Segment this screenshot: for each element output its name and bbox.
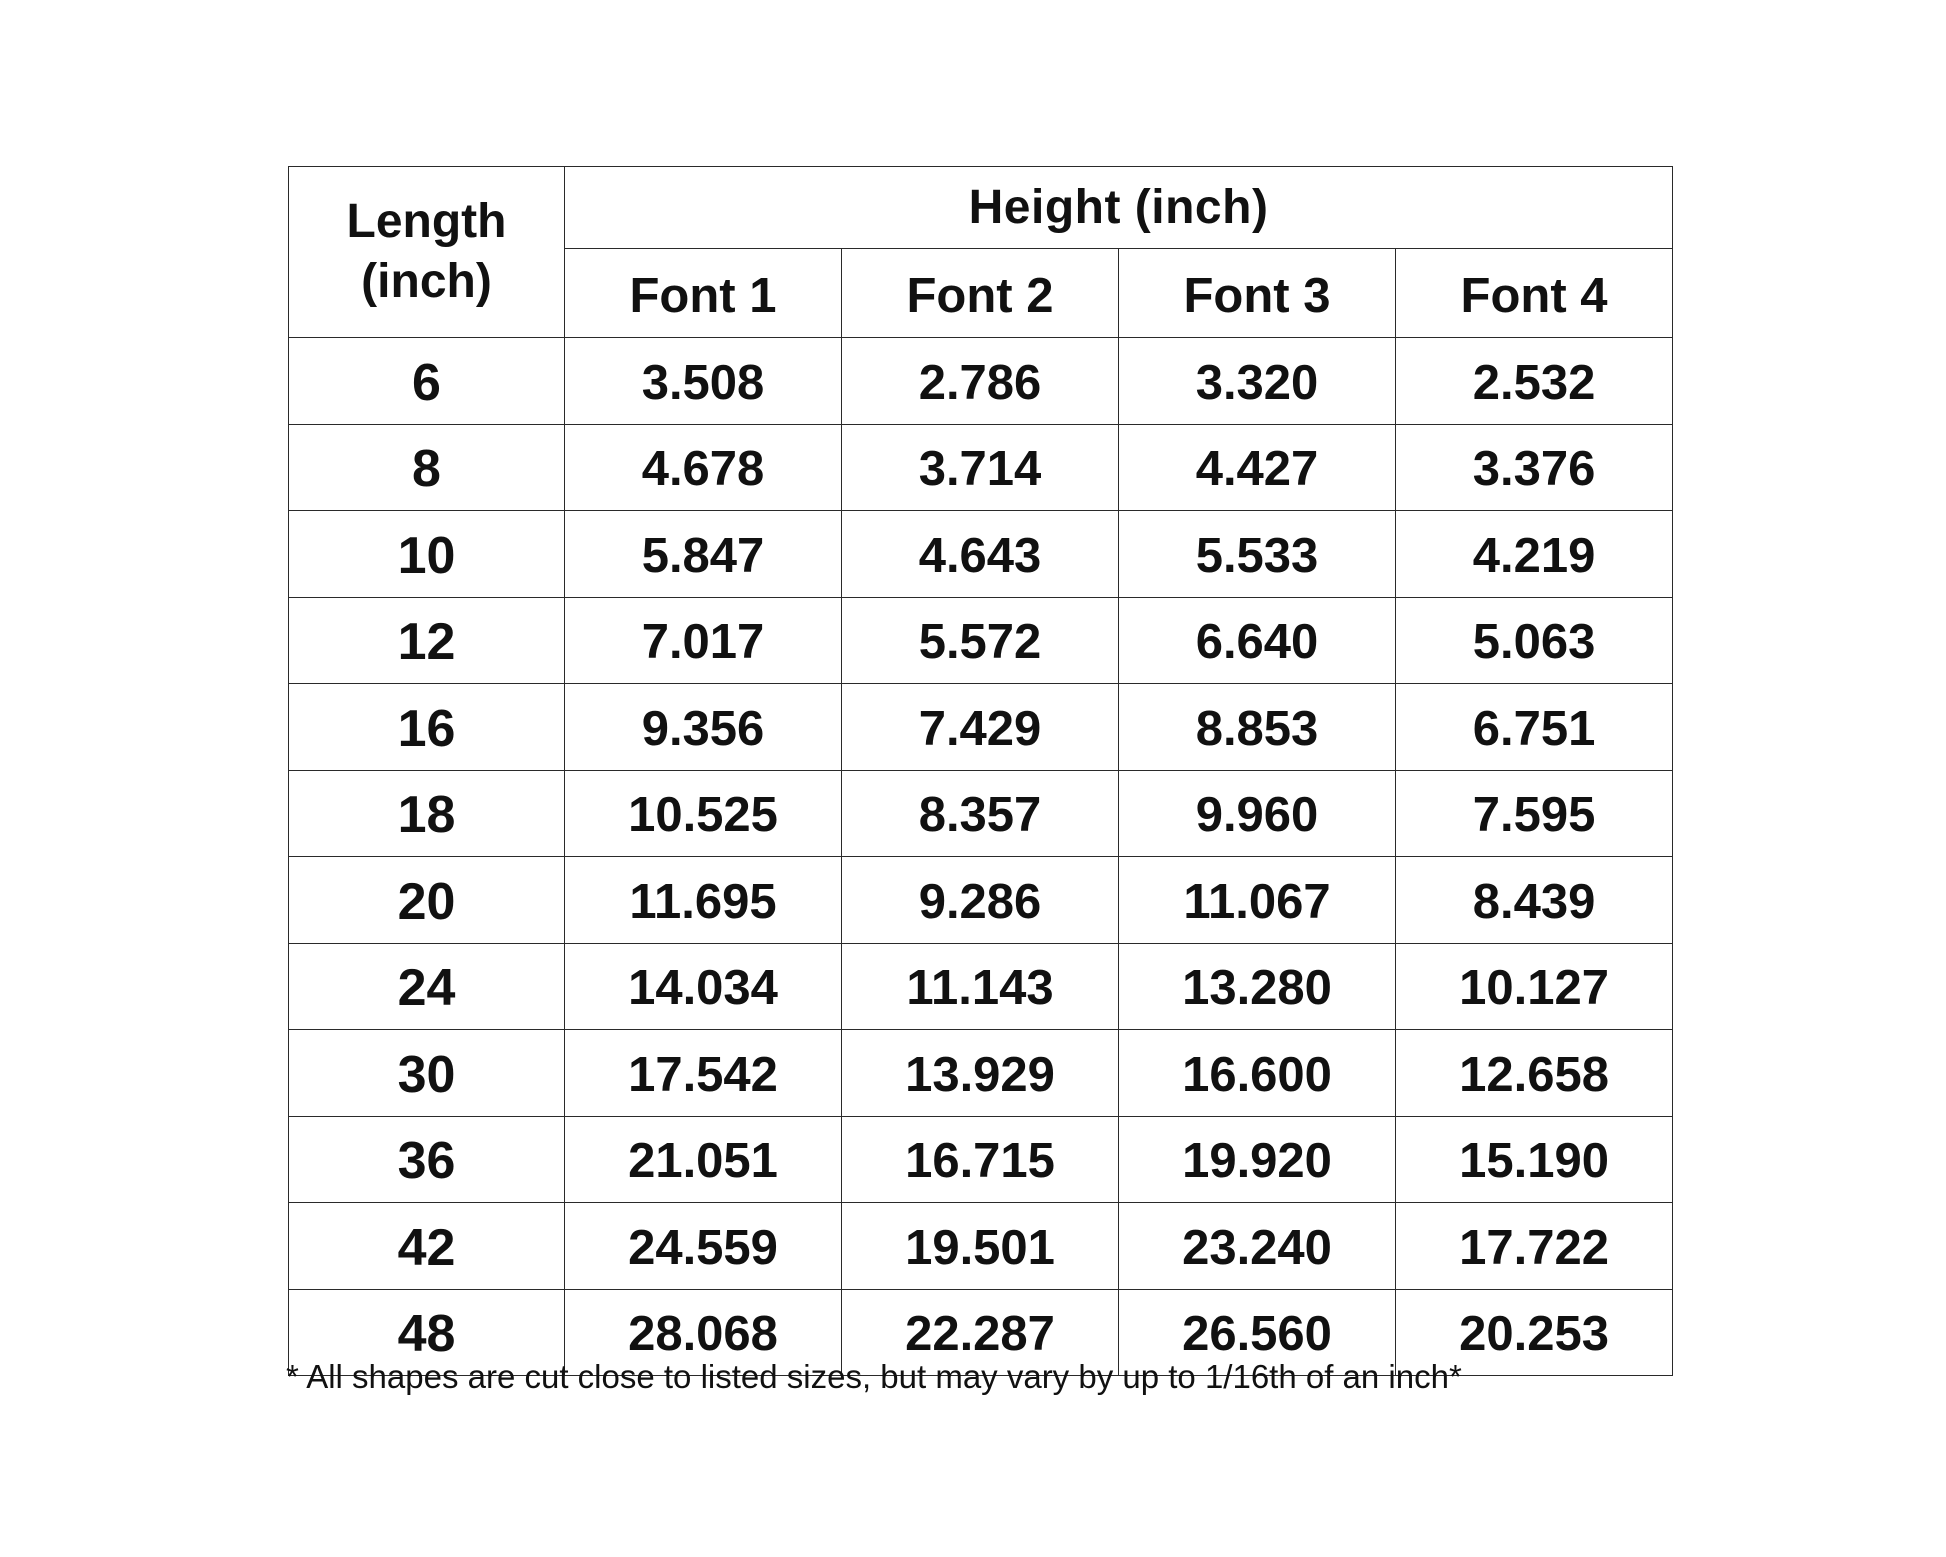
height-cell-font-3: 8.853 (1119, 684, 1396, 771)
table-row (289, 424, 1673, 511)
table-header (289, 167, 1673, 338)
length-cell: 24 (289, 943, 565, 1030)
height-cell-font-4: 4.219 (1396, 511, 1673, 598)
height-cell-font-4: 2.532 (1396, 338, 1673, 425)
table-row (289, 338, 1673, 425)
length-cell: 12 (289, 597, 565, 684)
size-chart-table (288, 166, 1673, 1376)
length-cell: 6 (289, 338, 565, 425)
length-cell: 20 (289, 857, 565, 944)
height-cell-font-4: 5.063 (1396, 597, 1673, 684)
table-row (289, 1203, 1673, 1290)
height-cell-font-3: 4.427 (1119, 424, 1396, 511)
height-cell-font-3: 6.640 (1119, 597, 1396, 684)
height-cell-font-1: 9.356 (565, 684, 842, 771)
height-cell-font-4: 8.439 (1396, 857, 1673, 944)
height-cell-font-4: 17.722 (1396, 1203, 1673, 1290)
height-cell-font-3: 19.920 (1119, 1116, 1396, 1203)
length-cell: 30 (289, 1030, 565, 1117)
height-cell-font-2: 11.143 (842, 943, 1119, 1030)
height-cell-font-3: 11.067 (1119, 857, 1396, 944)
table-row (289, 943, 1673, 1030)
height-group-header: Height (inch) (565, 167, 1673, 249)
table-row (289, 684, 1673, 771)
length-header-unit: (inch) (361, 255, 492, 308)
length-header-label: Length (346, 195, 507, 248)
height-cell-font-2: 7.429 (842, 684, 1119, 771)
height-cell-font-4: 7.595 (1396, 770, 1673, 857)
height-cell-font-2: 13.929 (842, 1030, 1119, 1117)
height-cell-font-1: 24.559 (565, 1203, 842, 1290)
height-cell-font-1: 17.542 (565, 1030, 842, 1117)
height-cell-font-2: 22.287 (842, 1289, 1119, 1376)
height-cell-font-1: 14.034 (565, 943, 842, 1030)
height-cell-font-1: 11.695 (565, 857, 842, 944)
height-cell-font-2: 4.643 (842, 511, 1119, 598)
header-row-group (289, 167, 1673, 249)
height-cell-font-1: 5.847 (565, 511, 842, 598)
height-cell-font-4: 15.190 (1396, 1116, 1673, 1203)
length-cell: 10 (289, 511, 565, 598)
height-cell-font-1: 7.017 (565, 597, 842, 684)
height-cell-font-1: 3.508 (565, 338, 842, 425)
font-1-header: Font 1 (565, 249, 842, 338)
height-cell-font-4: 3.376 (1396, 424, 1673, 511)
height-cell-font-2: 19.501 (842, 1203, 1119, 1290)
table-row (289, 597, 1673, 684)
height-cell-font-2: 3.714 (842, 424, 1119, 511)
font-3-header: Font 3 (1119, 249, 1396, 338)
height-cell-font-3: 26.560 (1119, 1289, 1396, 1376)
height-cell-font-3: 13.280 (1119, 943, 1396, 1030)
height-cell-font-3: 3.320 (1119, 338, 1396, 425)
table-body (289, 338, 1673, 1376)
length-cell: 8 (289, 424, 565, 511)
height-cell-font-3: 16.600 (1119, 1030, 1396, 1117)
footnote: * All shapes are cut close to listed sizes, but may vary by up to 1/16th of an inch* (286, 1358, 1462, 1395)
table-row (289, 857, 1673, 944)
table-row (289, 1116, 1673, 1203)
height-cell-font-2: 9.286 (842, 857, 1119, 944)
table-row (289, 511, 1673, 598)
height-cell-font-1: 21.051 (565, 1116, 842, 1203)
length-cell: 48 (289, 1289, 565, 1376)
height-cell-font-4: 12.658 (1396, 1030, 1673, 1117)
height-cell-font-2: 5.572 (842, 597, 1119, 684)
height-cell-font-3: 5.533 (1119, 511, 1396, 598)
height-cell-font-4: 10.127 (1396, 943, 1673, 1030)
height-cell-font-2: 16.715 (842, 1116, 1119, 1203)
height-cell-font-2: 8.357 (842, 770, 1119, 857)
height-cell-font-3: 23.240 (1119, 1203, 1396, 1290)
height-cell-font-1: 4.678 (565, 424, 842, 511)
table-row (289, 1030, 1673, 1117)
length-cell: 42 (289, 1203, 565, 1290)
length-cell: 16 (289, 684, 565, 771)
height-cell-font-4: 20.253 (1396, 1289, 1673, 1376)
height-cell-font-1: 10.525 (565, 770, 842, 857)
length-cell: 18 (289, 770, 565, 857)
length-cell: 36 (289, 1116, 565, 1203)
table-row (289, 770, 1673, 857)
height-cell-font-1: 28.068 (565, 1289, 842, 1376)
height-cell-font-4: 6.751 (1396, 684, 1673, 771)
font-2-header: Font 2 (842, 249, 1119, 338)
height-cell-font-2: 2.786 (842, 338, 1119, 425)
length-column-header (289, 167, 565, 338)
height-cell-font-3: 9.960 (1119, 770, 1396, 857)
font-4-header: Font 4 (1396, 249, 1673, 338)
